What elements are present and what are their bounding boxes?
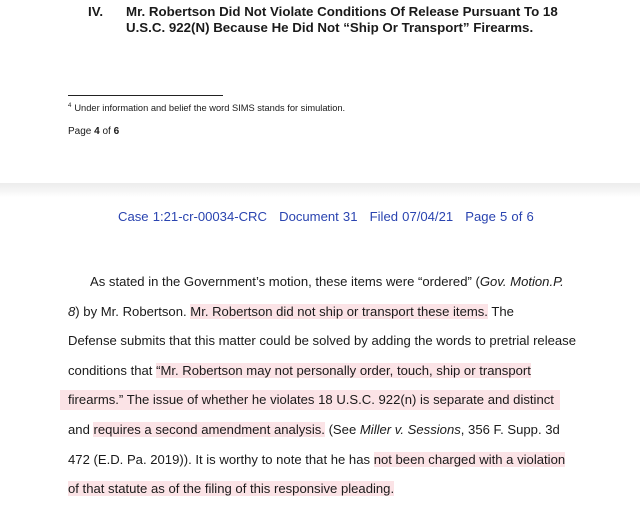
- footnote-text: Under information and belief the word SIMS stands for simulation.: [74, 103, 346, 113]
- page-break: [0, 183, 640, 197]
- paragraph-line: 8) by Mr. Robertson. Mr. Robertson did not ship or transport these items. The: [68, 304, 514, 319]
- highlight: of that statute as of the filing of this responsive pleading.: [68, 481, 395, 496]
- page-label-prefix: Page: [68, 126, 95, 137]
- footnote-divider: [68, 95, 223, 96]
- paragraph-line: As stated in the Government’s motion, these items were “ordered” (Gov. Motion.P.: [90, 274, 564, 289]
- page-total: 6: [113, 126, 120, 137]
- document-header: [118, 209, 542, 224]
- highlight: Mr. Robertson did not ship or transport these items.: [190, 304, 488, 319]
- highlight: requires a second amendment analysis.: [93, 422, 325, 437]
- document-number: Document 31: [279, 209, 358, 224]
- page-label-of: of: [99, 126, 114, 137]
- footnote-marker: 4: [68, 103, 72, 109]
- paragraph-line: 472 (E.D. Pa. 2019)). It is worthy to note that he has not been charged with a violation: [68, 452, 566, 467]
- paragraph-line: firearms.” The issue of whether he violates 18 U.S.C. 922(n) is separate and distinct: [68, 392, 554, 407]
- highlight: “Mr. Robertson may not personally order, touch, ship or transport: [156, 363, 531, 378]
- paragraph-line: [68, 479, 394, 499]
- case-number: Case 1:21-cr-00034-CRC: [118, 209, 267, 224]
- highlight: not been charged with a violation: [373, 452, 566, 467]
- paragraph-line: conditions that “Mr. Robertson may not personally order, touch, ship or transport: [68, 363, 531, 378]
- footnote: [68, 103, 345, 113]
- section-title-line-1: Mr. Robertson Did Not Violate Conditions Of Release Pursuant To 18: [126, 4, 558, 19]
- filed-date: Filed 07/04/21: [369, 209, 454, 224]
- page-indicator: Page 5 of 6: [465, 209, 534, 224]
- paragraph-line: and requires a second amendment analysis. (See Miller v. Sessions, 356 F. Supp. 3d: [68, 422, 560, 437]
- page-current: 4: [94, 126, 100, 137]
- section-number: IV.: [88, 4, 104, 19]
- page-number-label: [68, 126, 119, 137]
- paragraph-line: Defense submits that this matter could be solved by adding the words to pretrial release: [68, 333, 577, 348]
- section-title-line-2: U.S.C. 922(N) Because He Did Not “Ship Or Transport” Firearms.: [126, 20, 534, 35]
